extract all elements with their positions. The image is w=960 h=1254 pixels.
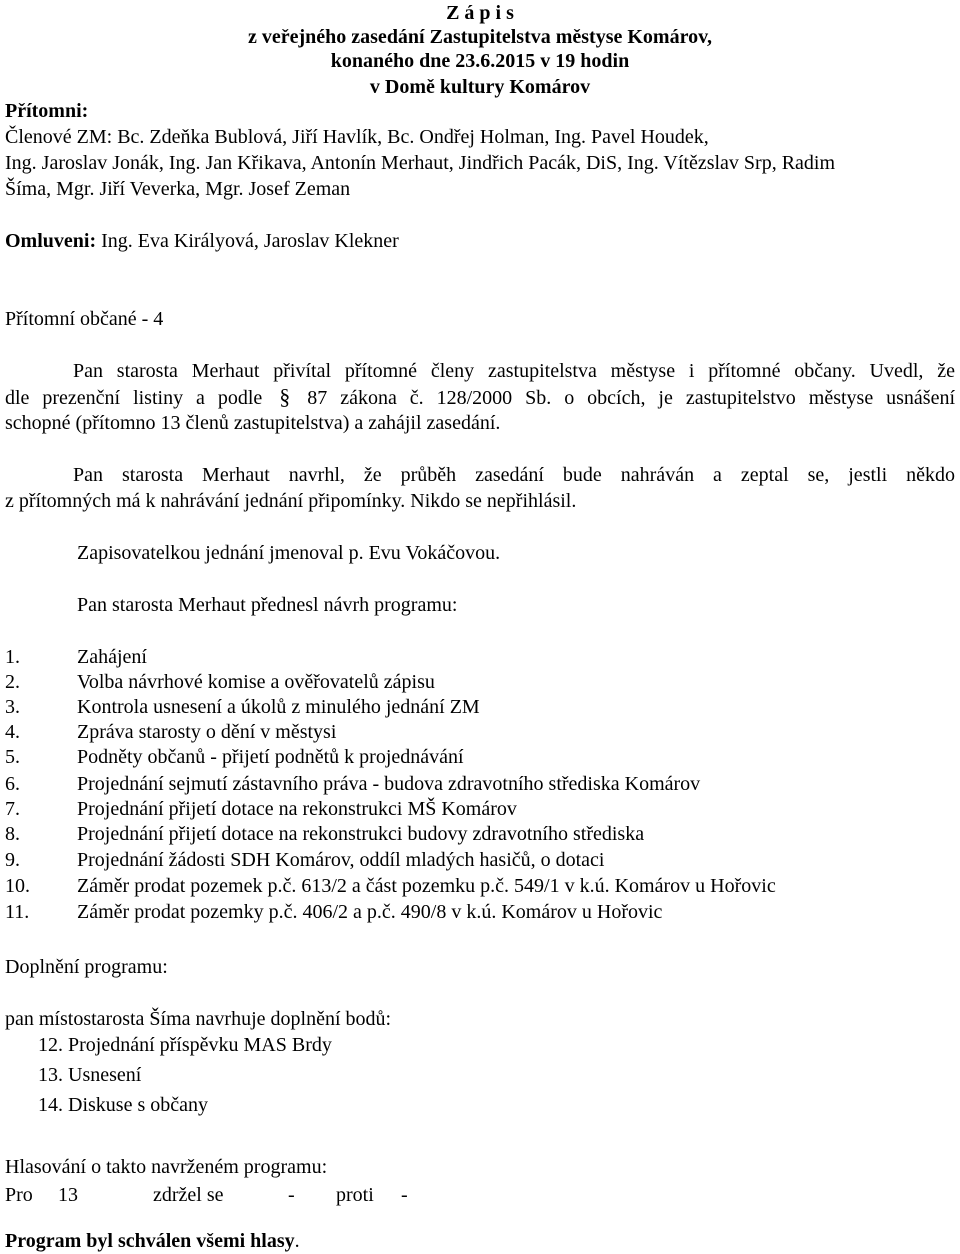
para1-line-3: schopné (přítomno 13 členů zastupitelstva) a zahájil zasedání.: [5, 412, 501, 434]
program-item: [5, 694, 480, 720]
program-item-text: Podněty občanů - přijetí podnětů k projednávání: [77, 746, 464, 768]
para1-text-1: Pan starosta Merhaut přivítal přítomné členy zastupitelstva městyse i přítomné občany. Uvedl, že: [73, 360, 955, 382]
excused-names: Ing. Eva Királyová, Jaroslav Klekner: [101, 230, 399, 252]
program-item: [5, 744, 464, 770]
program-item-number: 9.: [5, 849, 20, 871]
meeting-date: konaného dne 23.6.2015 v 19 hodin: [330, 50, 630, 72]
present-members-line-2: Ing. Jaroslav Jonák, Ing. Jan Křikava, Antonín Merhaut, Jindřich Pacák, DiS, Ing. Vítězslav Srp, Radim: [5, 152, 836, 174]
meeting-place: v Domě kultury Komárov: [369, 76, 591, 98]
addition-heading: Doplnění programu:: [5, 956, 168, 978]
addition-item-text: Projednání příspěvku MAS Brdy: [68, 1034, 332, 1056]
present-heading: Přítomni:: [5, 100, 89, 122]
conclusion-dot: .: [294, 1230, 300, 1252]
excused-label: Omluveni:: [5, 230, 97, 252]
program-item: [5, 719, 336, 745]
program-item-number: 5.: [5, 746, 20, 768]
addition-item-number: 14.: [38, 1094, 63, 1116]
program-item-number: 1.: [5, 646, 20, 668]
program-item: [5, 644, 147, 670]
addition-item-text: Usnesení: [68, 1064, 142, 1086]
program-item-text: Záměr prodat pozemky p.č. 406/2 a p.č. 490/8 v k.ú. Komárov u Hořovic: [77, 901, 663, 923]
meeting-subtitle: z veřejného zasedání Zastupitelstva městyse Komárov,: [247, 26, 713, 48]
vote-against-value: -: [401, 1184, 408, 1206]
program-item-number: 6.: [5, 773, 20, 795]
program-item-text: Projednání žádosti SDH Komárov, oddíl mladých hasičů, o dotaci: [77, 849, 605, 871]
addition-item: [38, 1032, 332, 1058]
program-item: [5, 796, 517, 822]
addition-item-text: Diskuse s občany: [68, 1094, 208, 1116]
para2-text-1: Pan starosta Merhaut navrhl, že průběh zasedání bude nahráván a zeptal se, jestli někdo: [73, 464, 955, 486]
recorder-line: Zapisovatelkou jednání jmenoval p. Evu Vokáčovou.: [77, 542, 501, 564]
vote-results: [5, 1182, 408, 1208]
program-item-text: Volba návrhové komise a ověřovatelů zápisu: [77, 671, 435, 693]
addition-item: [38, 1092, 208, 1118]
vote-abstain-label: zdržel se: [153, 1184, 224, 1206]
program-item-number: 8.: [5, 823, 20, 845]
program-item-text: Projednání přijetí dotace na rekonstrukci MŠ Komárov: [77, 798, 517, 820]
addition-intro: pan místostarosta Šíma navrhuje doplnění bodů:: [5, 1008, 392, 1030]
conclusion-text: Program byl schválen všemi hlasy: [5, 1230, 295, 1252]
present-members-line-3: Šíma, Mgr. Jiří Veverka, Mgr. Josef Zeman: [5, 178, 351, 200]
program-item-number: 11.: [5, 901, 30, 923]
program-item-number: 7.: [5, 798, 20, 820]
para1-text-2b: 87 zákona č. 128/2000 Sb. o obcích, je zastupitelstvo městyse usnášení: [307, 387, 956, 409]
vote-heading: Hlasování o takto navrženém programu:: [5, 1156, 328, 1178]
excused-line: [5, 228, 399, 254]
program-item-text: Projednání přijetí dotace na rekonstrukci budovy zdravotního střediska: [77, 823, 645, 845]
program-item-text: Záměr prodat pozemek p.č. 613/2 a část pozemku p.č. 549/1 v k.ú. Komárov u Hořovic: [77, 875, 776, 897]
vote-abstain-value: -: [288, 1184, 295, 1206]
citizens-present: Přítomní občané - 4: [5, 308, 164, 330]
program-item: [5, 669, 435, 695]
conclusion-line: [5, 1228, 300, 1254]
addition-item-number: 12.: [38, 1034, 63, 1056]
para1-text-2a: dle prezenční listiny a podle: [5, 387, 263, 409]
addition-item-number: 13.: [38, 1064, 63, 1086]
program-item-number: 4.: [5, 721, 20, 743]
para1-line-1: [5, 358, 955, 384]
program-item-text: Projednání sejmutí zástavního práva - budova zdravotního střediska Komárov: [77, 773, 701, 795]
vote-against-label: proti: [336, 1184, 374, 1206]
document-title: Z á p i s: [446, 2, 514, 24]
program-item-number: 10.: [5, 875, 30, 897]
present-members-line-1: Členové ZM: Bc. Zdeňka Bublová, Jiří Havlík, Bc. Ondřej Holman, Ing. Pavel Houdek,: [5, 126, 709, 148]
program-item-text: Zahájení: [77, 646, 147, 668]
program-item-text: Kontrola usnesení a úkolů z minulého jednání ZM: [77, 696, 480, 718]
program-item-text: Zpráva starosty o dění v městysi: [77, 721, 337, 743]
section-symbol: §: [279, 384, 291, 409]
program-item-number: 2.: [5, 671, 20, 693]
program-item: [5, 899, 662, 925]
program-intro: Pan starosta Merhaut přednesl návrh programu:: [77, 594, 458, 616]
program-item: [5, 873, 776, 899]
vote-pro-value: 13: [58, 1184, 78, 1206]
para2-line-2: z přítomných má k nahrávání jednání připomínky. Nikdo se nepřihlásil.: [5, 490, 577, 512]
para2-line-1: [5, 462, 955, 488]
program-item: [5, 821, 644, 847]
addition-item: [38, 1062, 141, 1088]
vote-pro-label: Pro: [5, 1184, 33, 1206]
program-item: [5, 847, 605, 873]
program-item: [5, 771, 700, 797]
para1-line-2: [5, 384, 955, 411]
program-item-number: 3.: [5, 696, 20, 718]
